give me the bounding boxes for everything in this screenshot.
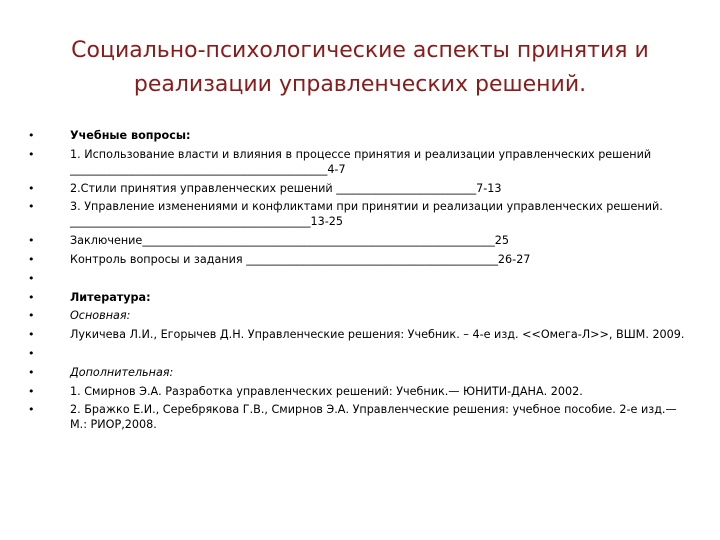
bullet-icon: •: [28, 181, 35, 195]
bullet-list: [28, 128, 688, 436]
list-item: [28, 233, 688, 248]
list-item-text: 1. Смирнов Э.А. Разработка управленческих решений: Учебник.— ЮНИТИ-ДАНА. 2002.: [70, 384, 583, 398]
list-item: [28, 384, 688, 399]
list-item: [28, 181, 688, 196]
list-item-text: 2. Бражко Е.И., Серебрякова Г.В., Смирнов Э.А. Управленческие решения: учебное пособие. 2-е изд.—М.: РИОР,2008.: [70, 403, 677, 432]
bullet-icon: •: [28, 147, 35, 161]
list-item: [28, 290, 688, 305]
bullet-icon: •: [28, 309, 35, 323]
list-item-text: Дополнительная:: [70, 365, 174, 379]
list-item-text: Лукичева Л.И., Егорычев Д.Н. Управленческие решения: Учебник. – 4-е изд. <<Омега-Л>>, ВШМ. 2009.: [70, 328, 685, 342]
bullet-icon: •: [28, 234, 35, 248]
bullet-icon: •: [28, 384, 35, 398]
slide-title: [40, 34, 680, 102]
bullet-icon: •: [28, 403, 35, 417]
list-item: [28, 402, 688, 432]
list-item: [28, 327, 688, 342]
list-item-text: Заключение_______________________________________________________________25: [70, 234, 509, 248]
list-item: [28, 346, 688, 361]
bullet-icon: •: [28, 328, 35, 342]
list-item: [28, 365, 688, 380]
list-item: [28, 271, 688, 286]
list-item-text: 2.Стили принятия управленческих решений _________________________7-13: [70, 181, 502, 195]
list-item: [28, 252, 688, 267]
list-item: [28, 308, 688, 323]
slide-title-line-1: Социально-психологические аспекты принятия и: [71, 38, 649, 63]
list-item-text: Литература:: [70, 290, 151, 304]
slide-title-line-2: реализации управленческих решений.: [133, 72, 587, 97]
bullet-icon: •: [28, 365, 35, 379]
bullet-icon: •: [28, 271, 35, 285]
list-item-text: Учебные вопросы:: [70, 129, 191, 142]
bullet-icon: •: [28, 200, 35, 214]
list-item-text: Контроль вопросы и задания _____________________________________________26-27: [70, 252, 531, 266]
list-item-text: 1. Использование власти и влияния в процессе принятия и реализации управленческих решений ______________________________________________4-7: [70, 147, 655, 176]
bullet-icon: •: [28, 129, 35, 142]
list-item-text: Основная:: [70, 309, 131, 323]
list-item: [28, 147, 688, 177]
bullet-icon: •: [28, 290, 35, 304]
bullet-icon: •: [28, 252, 35, 266]
list-item-text: 3. Управление изменениями и конфликтами при принятии и реализации управленческих решений. ___________________________________________13-25: [70, 200, 667, 229]
list-item: [28, 128, 688, 143]
list-item: [28, 199, 688, 229]
bullet-icon: •: [28, 346, 35, 360]
